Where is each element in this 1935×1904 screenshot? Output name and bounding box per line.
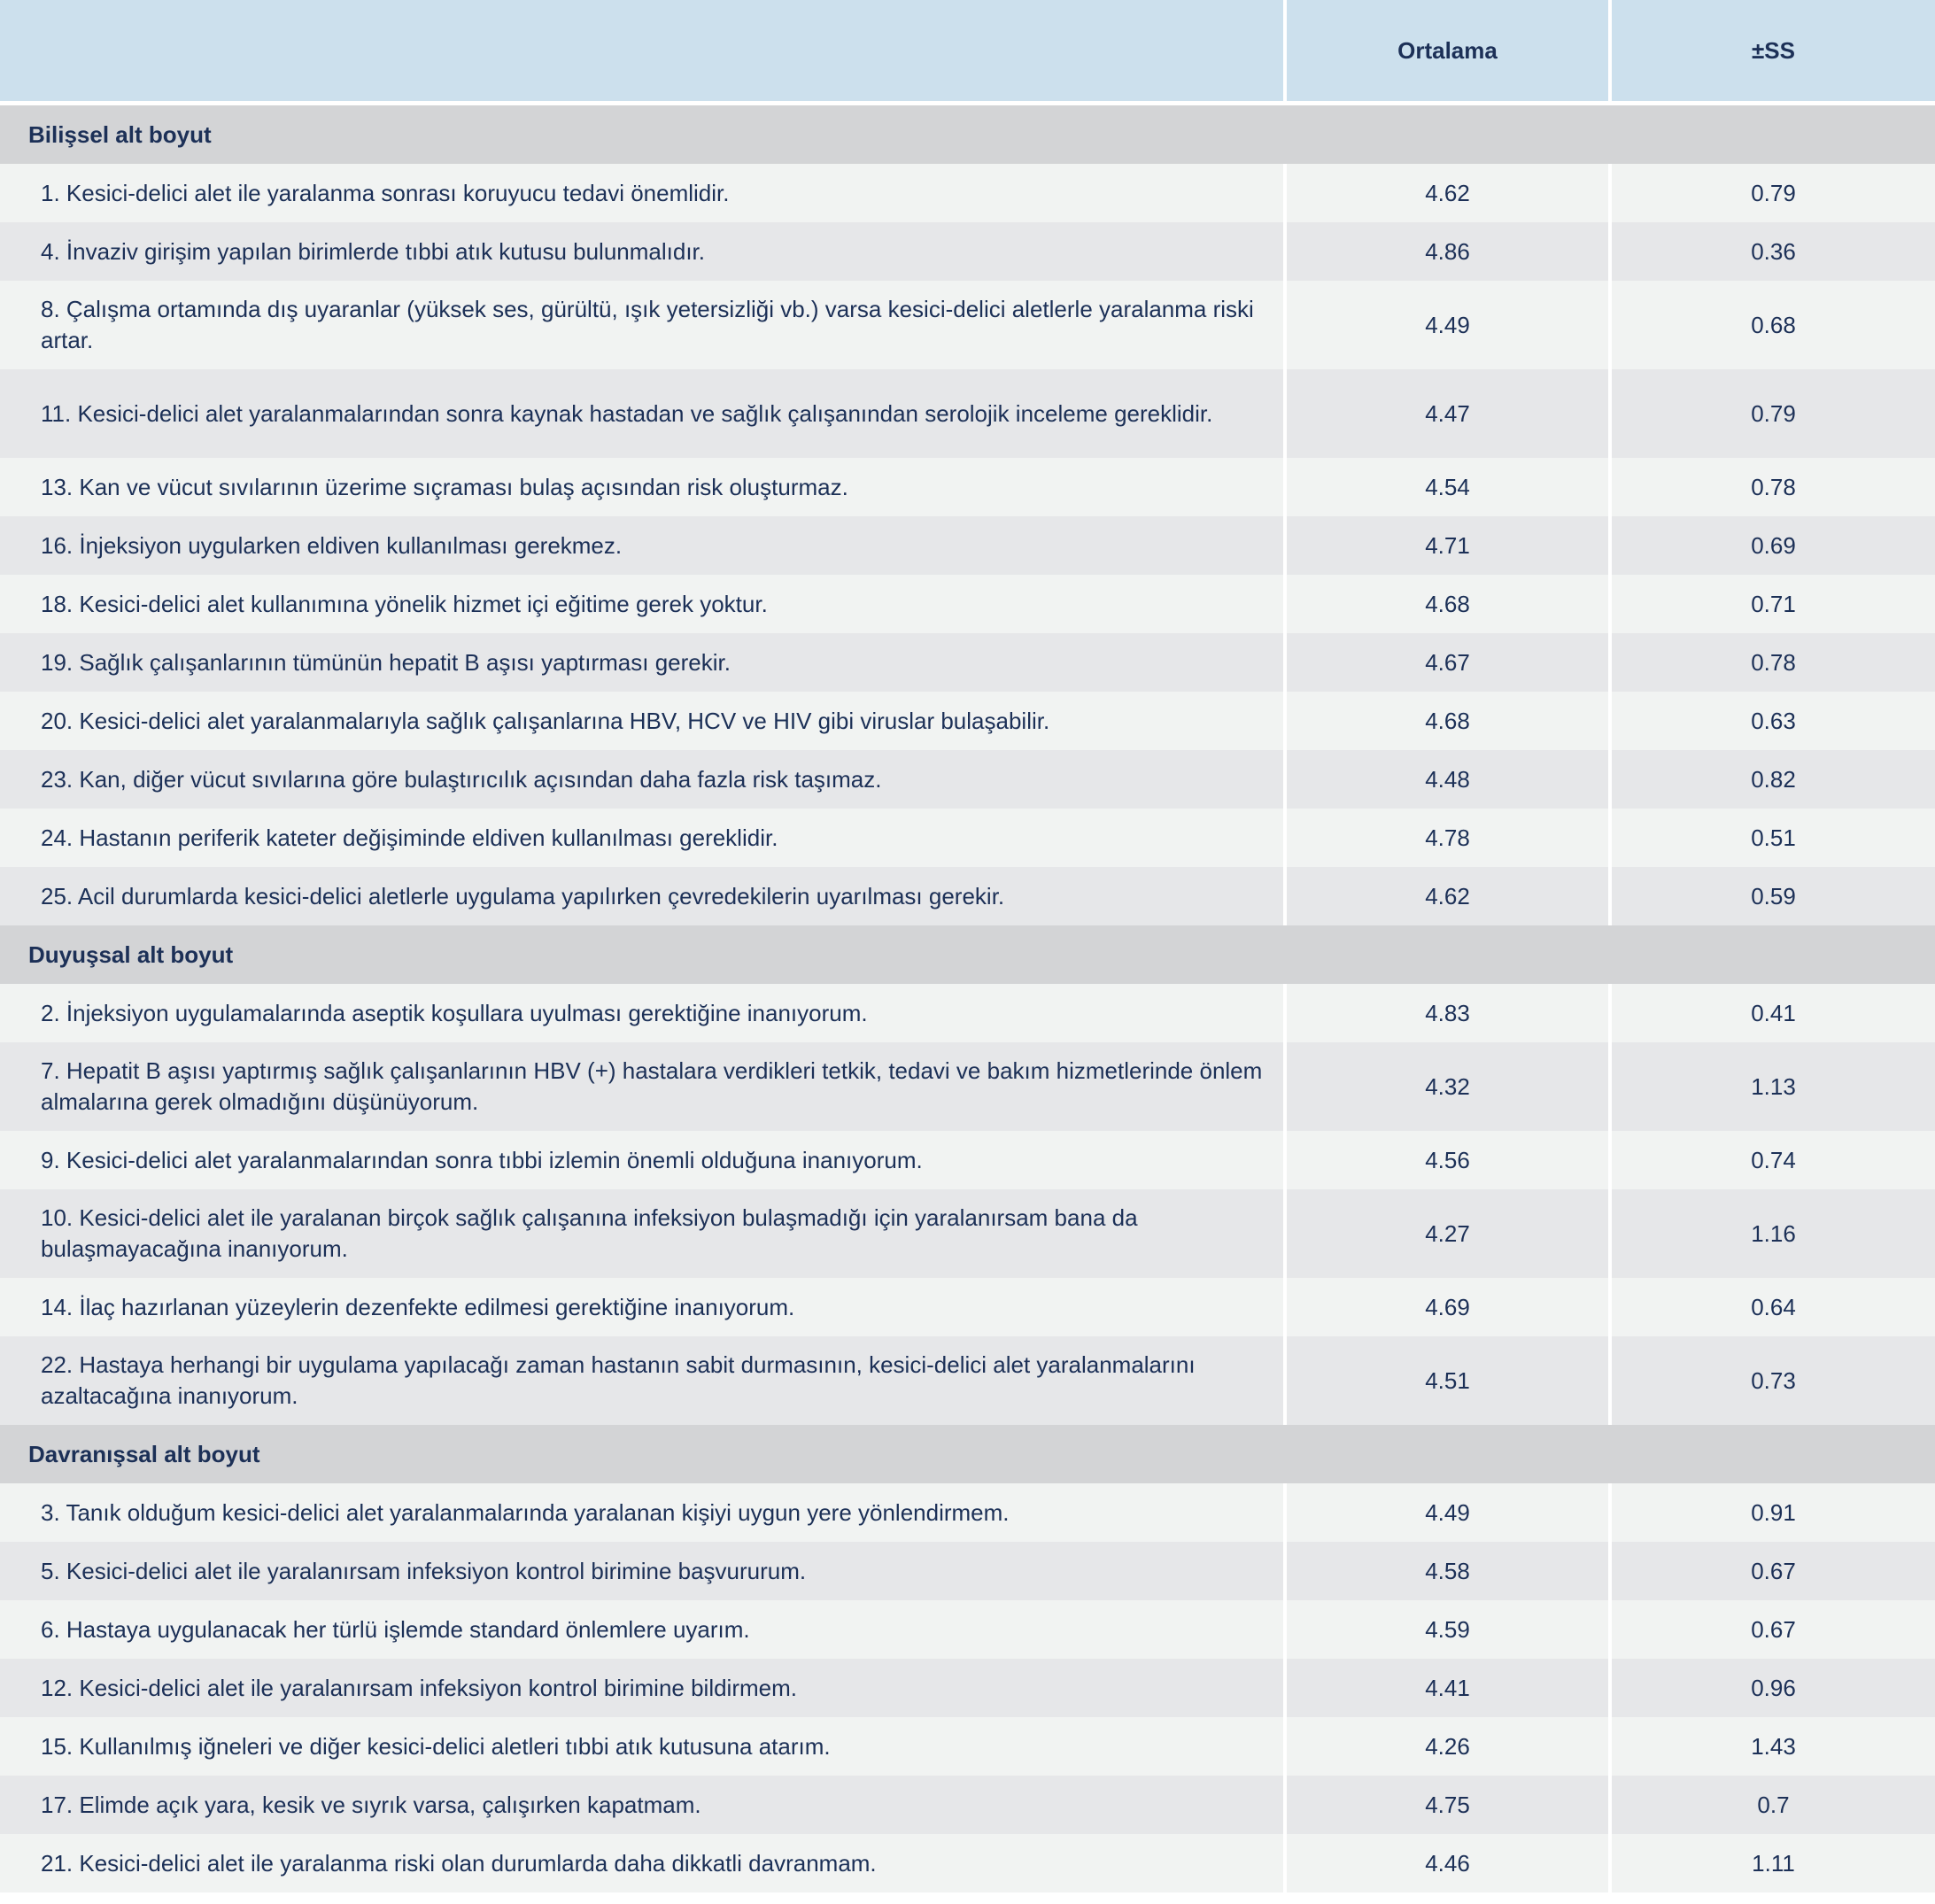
sd-value: 0.79 — [1610, 164, 1935, 222]
mean-value: 4.48 — [1285, 750, 1610, 809]
sd-value: 0.91 — [1610, 1483, 1935, 1542]
item-text: 21. Kesici-delici alet ile yaralanma riski olan durumlarda daha dikkatli davranmam. — [0, 1834, 1285, 1892]
item-text: 11. Kesici-delici alet yaralanmalarından sonra kaynak hastadan ve sağlık çalışanından serolojik inceleme gereklidir. — [0, 369, 1285, 458]
table-row — [0, 222, 1935, 281]
item-text: 8. Çalışma ortamında dış uyaranlar (yüksek ses, gürültü, ışık yetersizliği vb.) varsa kesici-delici aletlerle yaralanma riski artar. — [0, 281, 1285, 369]
item-text: 18. Kesici-delici alet kullanımına yönelik hizmet içi eğitime gerek yoktur. — [0, 575, 1285, 633]
table-row — [0, 575, 1935, 633]
item-text: 1. Kesici-delici alet ile yaralanma sonrası koruyucu tedavi önemlidir. — [0, 164, 1285, 222]
mean-value: 4.83 — [1285, 984, 1610, 1042]
mean-value: 4.86 — [1285, 222, 1610, 281]
mean-value: 4.67 — [1285, 633, 1610, 692]
mean-value: 4.46 — [1285, 1834, 1610, 1892]
item-text: 10. Kesici-delici alet ile yaralanan birçok sağlık çalışanına infeksiyon bulaşmadığı için yaralanırsam bana da bulaşmayacağına inanıyorum. — [0, 1189, 1285, 1278]
mean-value: 4.32 — [1285, 1042, 1610, 1131]
item-text: 16. İnjeksiyon uygularken eldiven kullanılması gerekmez. — [0, 516, 1285, 575]
item-text: 9. Kesici-delici alet yaralanmalarından sonra tıbbi izlemin önemli olduğuna inanıyorum. — [0, 1131, 1285, 1189]
mean-value: 4.54 — [1285, 458, 1610, 516]
table-row — [0, 1542, 1935, 1600]
sd-value: 0.51 — [1610, 809, 1935, 867]
table-row — [0, 281, 1935, 369]
table-row — [0, 1776, 1935, 1834]
table-row — [0, 1131, 1935, 1189]
mean-value: 4.49 — [1285, 281, 1610, 369]
table-row — [0, 750, 1935, 809]
mean-value: 4.26 — [1285, 1717, 1610, 1776]
table-row — [0, 1600, 1935, 1659]
header-row — [0, 0, 1935, 104]
mean-value: 4.69 — [1285, 1278, 1610, 1336]
item-text: 19. Sağlık çalışanlarının tümünün hepatit B aşısı yaptırması gerekir. — [0, 633, 1285, 692]
sd-value: 0.74 — [1610, 1131, 1935, 1189]
sd-value: 1.13 — [1610, 1042, 1935, 1131]
table-body — [0, 104, 1935, 1893]
table-row — [0, 1189, 1935, 1278]
item-text: 25. Acil durumlarda kesici-delici aletlerle uygulama yapılırken çevredekilerin uyarılması gerekir. — [0, 867, 1285, 925]
mean-value: 4.51 — [1285, 1336, 1610, 1425]
sd-value: 0.36 — [1610, 222, 1935, 281]
item-text: 23. Kan, diğer vücut sıvılarına göre bulaştırıcılık açısından daha fazla risk taşımaz. — [0, 750, 1285, 809]
item-text: 3. Tanık olduğum kesici-delici alet yaralanmalarında yaralanan kişiyi uygun yere yönlendirmem. — [0, 1483, 1285, 1542]
sd-value: 0.68 — [1610, 281, 1935, 369]
sd-value: 1.16 — [1610, 1189, 1935, 1278]
table-row — [0, 516, 1935, 575]
sd-value: 0.78 — [1610, 633, 1935, 692]
section-title: Davranışsal alt boyut — [0, 1425, 1935, 1483]
item-text: 13. Kan ve vücut sıvılarının üzerime sıçraması bulaş açısından risk oluşturmaz. — [0, 458, 1285, 516]
mean-value: 4.58 — [1285, 1542, 1610, 1600]
table-row — [0, 1659, 1935, 1717]
sd-value: 0.67 — [1610, 1600, 1935, 1659]
sd-value: 0.82 — [1610, 750, 1935, 809]
table-row — [0, 1336, 1935, 1425]
mean-value: 4.47 — [1285, 369, 1610, 458]
section-title: Bilişsel alt boyut — [0, 104, 1935, 165]
table-row — [0, 867, 1935, 925]
table-row — [0, 164, 1935, 222]
section-title: Duyuşsal alt boyut — [0, 925, 1935, 984]
item-text: 5. Kesici-delici alet ile yaralanırsam infeksiyon kontrol birimine başvururum. — [0, 1542, 1285, 1600]
mean-value: 4.41 — [1285, 1659, 1610, 1717]
item-text: 17. Elimde açık yara, kesik ve sıyrık varsa, çalışırken kapatmam. — [0, 1776, 1285, 1834]
item-text: 20. Kesici-delici alet yaralanmalarıyla sağlık çalışanlarına HBV, HCV ve HIV gibi viruslar bulaşabilir. — [0, 692, 1285, 750]
table-row — [0, 1042, 1935, 1131]
table-row — [0, 984, 1935, 1042]
item-text: 14. İlaç hazırlanan yüzeylerin dezenfekte edilmesi gerektiğine inanıyorum. — [0, 1278, 1285, 1336]
item-text: 12. Kesici-delici alet ile yaralanırsam infeksiyon kontrol birimine bildirmem. — [0, 1659, 1285, 1717]
table-row — [0, 458, 1935, 516]
item-text: 15. Kullanılmış iğneleri ve diğer kesici-delici aletleri tıbbi atık kutusuna atarım. — [0, 1717, 1285, 1776]
section-row — [0, 925, 1935, 984]
mean-value: 4.56 — [1285, 1131, 1610, 1189]
mean-value: 4.68 — [1285, 575, 1610, 633]
table-row — [0, 1278, 1935, 1336]
section-row — [0, 104, 1935, 165]
sd-value: 0.96 — [1610, 1659, 1935, 1717]
mean-value: 4.49 — [1285, 1483, 1610, 1542]
item-text: 7. Hepatit B aşısı yaptırmış sağlık çalışanlarının HBV (+) hastalara verdikleri tetkik, tedavi ve bakım hizmetlerinde önlem almalarına gerek olmadığını düşünüyorum. — [0, 1042, 1285, 1131]
table-row — [0, 809, 1935, 867]
sd-value: 0.79 — [1610, 369, 1935, 458]
sd-value: 0.41 — [1610, 984, 1935, 1042]
sd-value: 0.63 — [1610, 692, 1935, 750]
mean-value: 4.62 — [1285, 867, 1610, 925]
mean-value: 4.27 — [1285, 1189, 1610, 1278]
mean-value: 4.68 — [1285, 692, 1610, 750]
section-row — [0, 1425, 1935, 1483]
header-item — [0, 0, 1285, 104]
item-text: 2. İnjeksiyon uygulamalarında aseptik koşullara uyulması gerektiğine inanıyorum. — [0, 984, 1285, 1042]
mean-value: 4.78 — [1285, 809, 1610, 867]
sd-value: 0.64 — [1610, 1278, 1935, 1336]
header-mean: Ortalama — [1285, 0, 1610, 104]
mean-value: 4.75 — [1285, 1776, 1610, 1834]
table-row — [0, 1717, 1935, 1776]
sd-value: 0.7 — [1610, 1776, 1935, 1834]
mean-value: 4.62 — [1285, 164, 1610, 222]
header-sd: ±SS — [1610, 0, 1935, 104]
table-row — [0, 369, 1935, 458]
sd-value: 1.43 — [1610, 1717, 1935, 1776]
sd-value: 0.71 — [1610, 575, 1935, 633]
sd-value: 0.78 — [1610, 458, 1935, 516]
sd-value: 0.69 — [1610, 516, 1935, 575]
sd-value: 1.11 — [1610, 1834, 1935, 1892]
item-text: 4. İnvaziv girişim yapılan birimlerde tıbbi atık kutusu bulunmalıdır. — [0, 222, 1285, 281]
item-text: 22. Hastaya herhangi bir uygulama yapılacağı zaman hastanın sabit durmasının, kesici-delici alet yaralanmalarını azaltacağına inanıyorum. — [0, 1336, 1285, 1425]
table-row — [0, 692, 1935, 750]
item-text: 24. Hastanın periferik kateter değişiminde eldiven kullanılması gereklidir. — [0, 809, 1285, 867]
table-row — [0, 1834, 1935, 1892]
sd-value: 0.67 — [1610, 1542, 1935, 1600]
sd-value: 0.73 — [1610, 1336, 1935, 1425]
table-row — [0, 633, 1935, 692]
sd-value: 0.59 — [1610, 867, 1935, 925]
mean-value: 4.59 — [1285, 1600, 1610, 1659]
item-text: 6. Hastaya uygulanacak her türlü işlemde standard önlemlere uyarım. — [0, 1600, 1285, 1659]
table-row — [0, 1483, 1935, 1542]
mean-value: 4.71 — [1285, 516, 1610, 575]
